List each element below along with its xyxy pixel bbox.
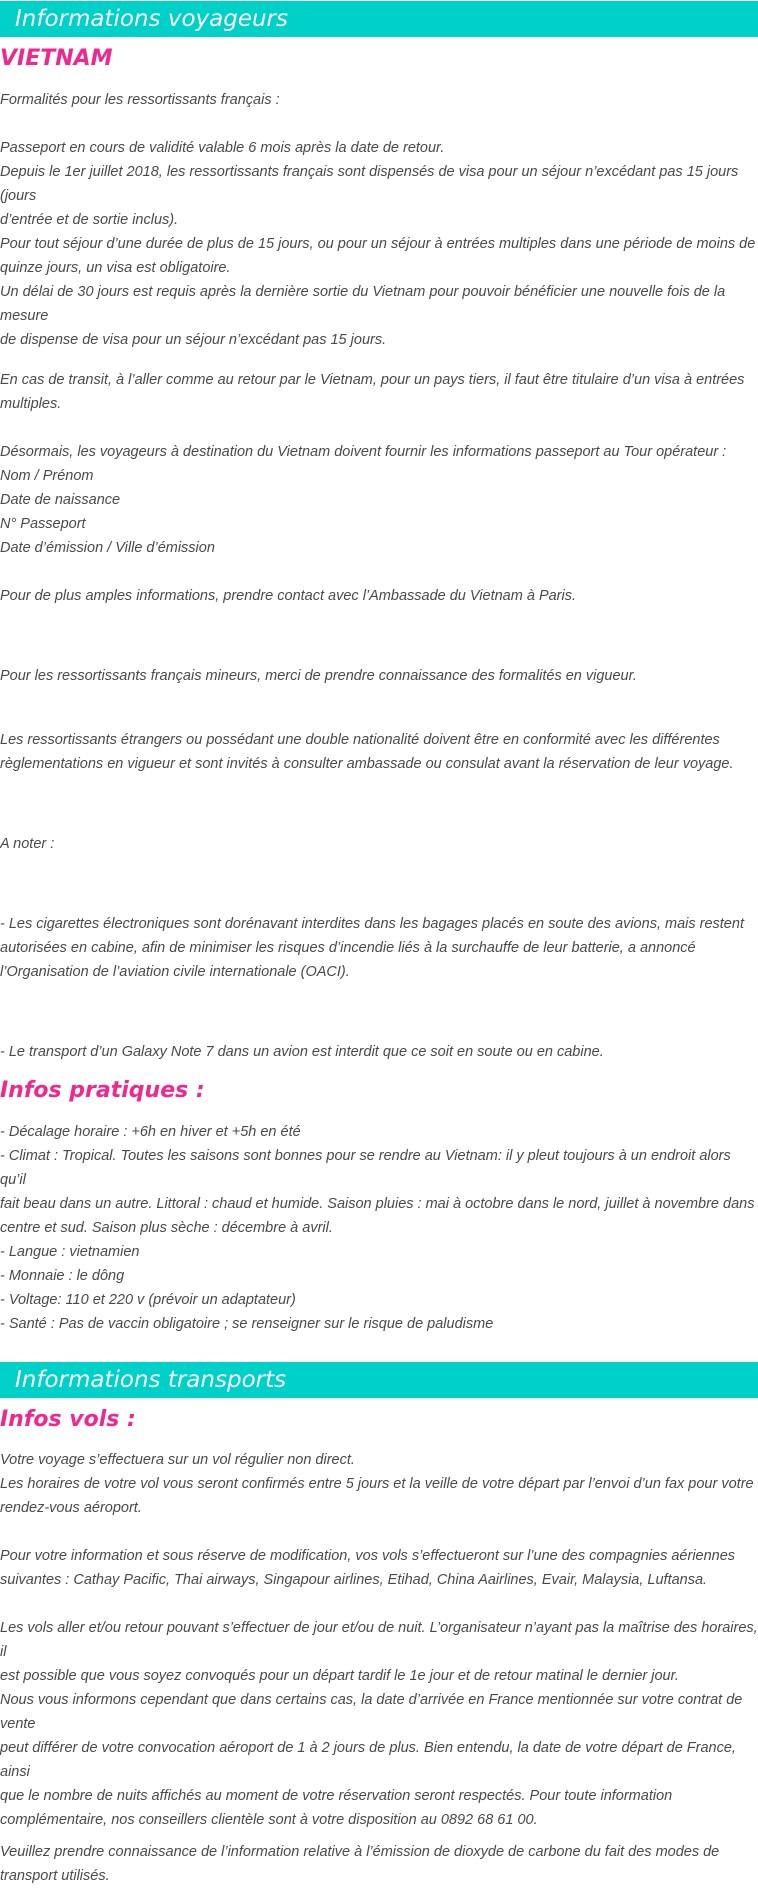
a-noter-label: A noter :	[0, 836, 55, 852]
text-line: Les ressortissants étrangers ou possédant une double nationalité doivent être en conformité avec les différentes	[0, 732, 720, 748]
text-line: Date de naissance	[0, 492, 121, 508]
text-line: En cas de transit, à l’aller comme au retour par le Vietnam, pour un pays tiers, il faut être titulaire d’un visa à entrées	[0, 372, 745, 388]
formalites-label: Formalités pour les ressortissants français :	[0, 92, 280, 108]
text-line: Pour votre information et sous réserve de modification, vos vols s’effectueront sur l’une des compagnies aériennes	[0, 1548, 736, 1564]
passeport-paragraph	[0, 136, 758, 352]
text-line: de dispense de visa pour un séjour n’excédant pas 15 jours.	[0, 332, 387, 348]
text-line: suivantes : Cathay Pacific, Thai airways, Singapour airlines, Etihad, China Aairlines, Evair, Malaysia, Luftansa.	[0, 1572, 708, 1588]
text-line: Passeport en cours de validité valable 6 mois après la date de retour.	[0, 140, 445, 156]
list-item: fait beau dans un autre. Littoral : chaud et humide. Saison pluies : mai à octobre dans le nord, juillet à novembre dans	[0, 1196, 755, 1212]
text-line: Pour tout séjour d’une durée de plus de 15 jours, ou pour un séjour à entrées multiples dans une période de moins de	[0, 236, 756, 252]
text-line: est possible que vous soyez convoqués pour un départ tardif le 1e jour et de retour matinal le dernier jour.	[0, 1668, 679, 1684]
country-title: VIETNAM	[0, 46, 113, 71]
list-item: - Décalage horaire : +6h en hiver et +5h en été	[0, 1124, 301, 1140]
text-line: que le nombre de nuits affichés au moment de votre réservation seront respectés. Pour toute information	[0, 1788, 673, 1804]
text-line: N° Passeport	[0, 516, 86, 532]
infos-pratiques-list	[0, 1120, 758, 1336]
vols-paragraph-1	[0, 1448, 758, 1520]
text-line: règlementations en vigueur et sont invités à consulter ambassade ou consulat avant la réservation de leur voyage.	[0, 756, 734, 772]
text-line: peut différer de votre convocation aéroport de 1 à 2 jours de plus. Bien entendu, la date de votre départ de France, ainsi	[0, 1740, 736, 1780]
text-line: Veuillez prendre connaissance de l’information relative à l’émission de dioxyde de carbone du fait des modes de	[0, 1844, 720, 1860]
vols-paragraph-4	[0, 1688, 758, 1832]
section-header-transports: Informations transports	[0, 1362, 758, 1398]
text-line: Les vols aller et/ou retour pouvant s’effectuer de jour et/ou de nuit. L’organisateur n’ayant pas la maîtrise des horaires, il	[0, 1620, 758, 1660]
text-line: rendez-vous aéroport.	[0, 1500, 142, 1516]
text-line: - Les cigarettes électroniques sont dorénavant interdites dans les bagages placés en soute des avions, mais restent	[0, 916, 744, 932]
list-item: - Voltage: 110 et 220 v (prévoir un adaptateur)	[0, 1292, 296, 1308]
text-line: Les horaires de votre vol vous seront confirmés entre 5 jours et la veille de votre départ par l’envoi d’un fax pour votre	[0, 1476, 754, 1492]
transit-paragraph	[0, 368, 758, 416]
text-line: Votre voyage s’effectuera sur un vol régulier non direct.	[0, 1452, 355, 1468]
list-item: - Langue : vietnamien	[0, 1244, 140, 1260]
list-item: - Santé : Pas de vaccin obligatoire ; se renseigner sur le risque de paludisme	[0, 1316, 494, 1332]
list-item: centre et sud. Saison plus sèche : décembre à avril.	[0, 1220, 333, 1236]
list-item: - Climat : Tropical. Toutes les saisons sont bonnes pour se rendre au Vietnam: il y pleut toujours à un endroit alors qu’il	[0, 1148, 731, 1188]
list-item: - Monnaie : le dông	[0, 1268, 125, 1284]
mineurs-text: Pour les ressortissants français mineurs, merci de prendre connaissance des formalités en vigueur.	[0, 668, 637, 684]
vols-paragraph-2	[0, 1544, 758, 1592]
section-header-voyageurs: Informations voyageurs	[0, 1, 758, 37]
ambassade-text: Pour de plus amples informations, prendre contact avec l’Ambassade du Vietnam à Paris.	[0, 588, 577, 604]
text-line: d’entrée et de sortie inclus).	[0, 212, 179, 228]
cigarettes-paragraph	[0, 912, 758, 984]
co2-paragraph	[0, 1840, 758, 1888]
text-line: multiples.	[0, 396, 62, 412]
infos-pratiques-title: Infos pratiques :	[0, 1078, 205, 1103]
infos-vols-title: Infos vols :	[0, 1407, 136, 1432]
text-line: Un délai de 30 jours est requis après la dernière sortie du Vietnam pour pouvoir bénéficier une nouvelle fois de la mesure	[0, 284, 726, 324]
galaxy-text: - Le transport d’un Galaxy Note 7 dans un avion est interdit que ce soit en soute ou en cabine.	[0, 1044, 604, 1060]
text-line: Depuis le 1er juillet 2018, les ressortissants français sont dispensés de visa pour un séjour n’excédant pas 15 jours (jours	[0, 164, 739, 204]
text-line: Date d’émission / Ville d’émission	[0, 540, 215, 556]
text-line: l’Organisation de l’aviation civile internationale (OACI).	[0, 964, 350, 980]
etrangers-paragraph	[0, 728, 758, 776]
passport-info-paragraph	[0, 440, 758, 560]
text-line: Désormais, les voyageurs à destination du Vietnam doivent fournir les informations passeport au Tour opérateur :	[0, 444, 727, 460]
vols-paragraph-3	[0, 1616, 758, 1688]
text-line: Nous vous informons cependant que dans certains cas, la date d’arrivée en France mentionnée sur votre contrat de vente	[0, 1692, 743, 1732]
text-line: quinze jours, un visa est obligatoire.	[0, 260, 231, 276]
text-line: transport utilisés.	[0, 1868, 110, 1884]
text-line: autorisées en cabine, afin de minimiser les risques d’incendie liés à la surchauffe de leur batterie, a annoncé	[0, 940, 696, 956]
text-line: Nom / Prénom	[0, 468, 94, 484]
text-line: complémentaire, nos conseillers clientèle sont à votre disposition au 0892 68 61 00.	[0, 1812, 538, 1828]
